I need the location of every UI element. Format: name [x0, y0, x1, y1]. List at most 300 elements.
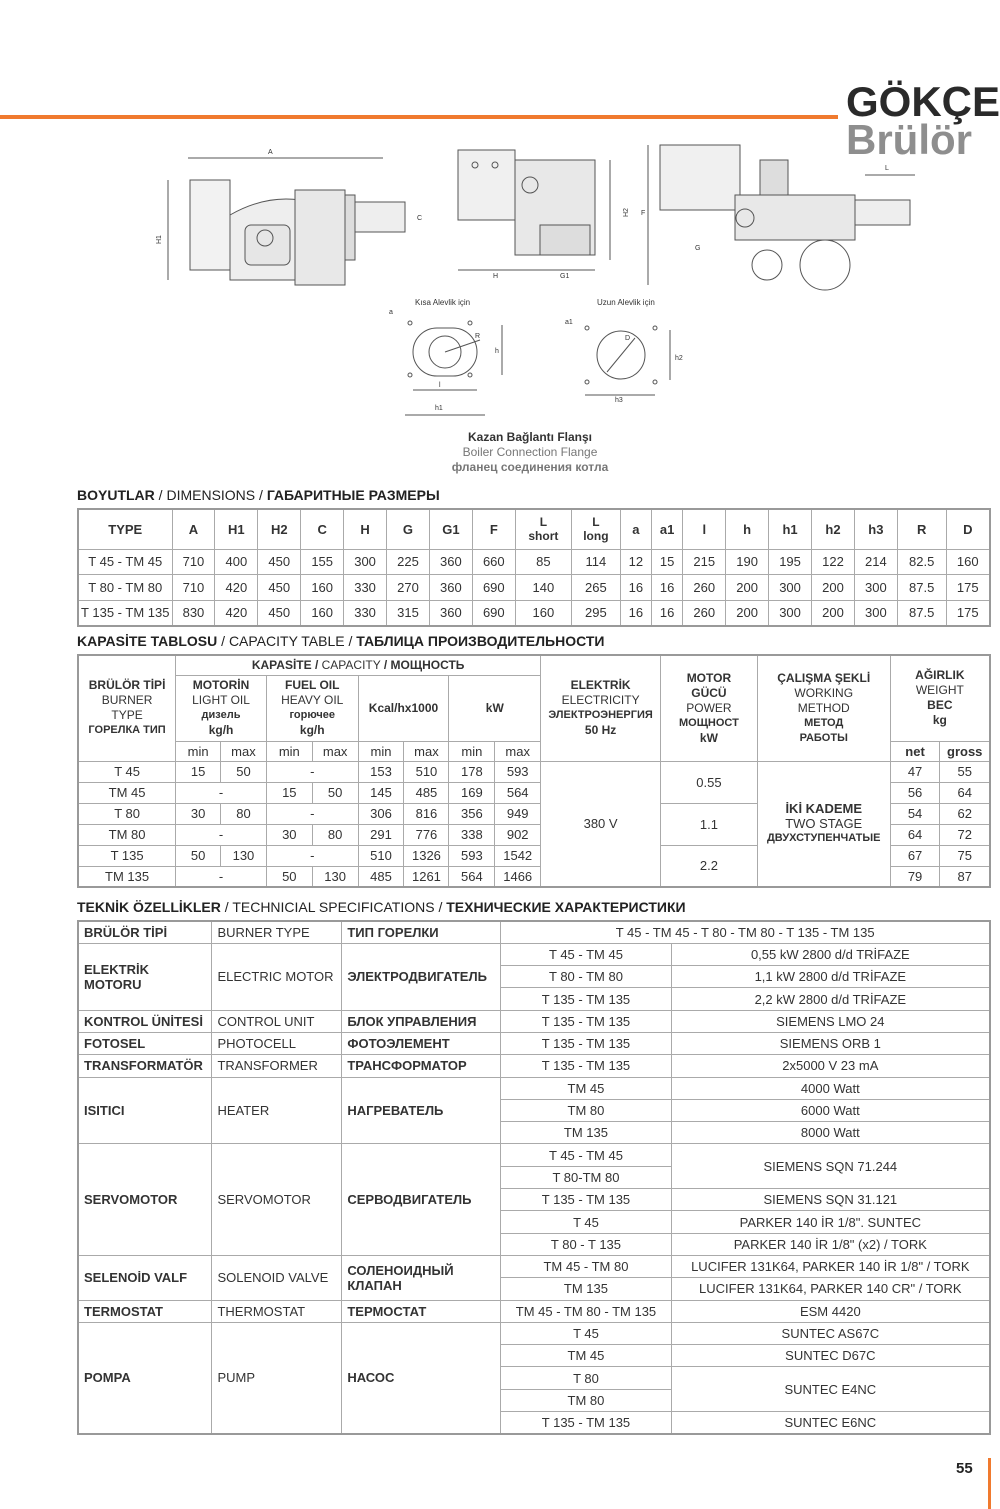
min-header: min	[176, 741, 221, 761]
weight-ru: ВЕС	[927, 698, 953, 713]
spec-row-burner-type	[78, 921, 990, 943]
dim-value-cell: 295	[572, 600, 621, 626]
stage-ru: ДВУХСТУПЕНЧАТЫЕ	[766, 832, 881, 845]
electricity-tr: ELEKTRİK	[570, 678, 631, 693]
dim-value-cell: 420	[215, 600, 258, 626]
capacity-title-en: CAPACITY TABLE	[228, 633, 345, 649]
spec-value: SUNTEC D67C	[671, 1345, 990, 1367]
dimensions-header-row	[78, 509, 990, 549]
dim-value-cell: 265	[572, 575, 621, 601]
dim-header: a1	[652, 509, 683, 549]
dim-value-cell: 420	[215, 575, 258, 601]
dim-header: TYPE	[78, 509, 172, 549]
kcal-max-cell: 1326	[404, 845, 449, 866]
light-oil-tr: MOTORİN	[192, 678, 250, 692]
capacity-table	[77, 654, 991, 888]
spec-value: 4000 Watt	[671, 1077, 990, 1099]
spec-value: SUNTEC E4NC	[671, 1367, 990, 1412]
weight-unit: kg	[932, 713, 947, 728]
title-separator: /	[217, 633, 229, 649]
dim-value-cell: 660	[472, 549, 515, 575]
heavy-oil-max-cell: 50	[312, 782, 358, 803]
kw-min-cell: 338	[449, 824, 495, 845]
light-oil-cell: -	[176, 782, 267, 803]
spec-value: LUCIFER 131K64, PARKER 140 CR" / TORK	[671, 1278, 990, 1300]
kw-max-cell: 902	[495, 824, 541, 845]
brand-logo-line1: GÖKÇE	[846, 78, 1000, 125]
dim-header: h3	[854, 509, 897, 549]
dim-h1-label: H1	[156, 235, 163, 244]
kw-min-cell: 593	[449, 845, 495, 866]
capacity-title-tr: KAPASİTE TABLOSU	[77, 633, 218, 649]
spec-label-tr: KONTROL ÜNİTESİ	[78, 1010, 212, 1032]
min-header: min	[358, 741, 404, 761]
dim-header: C	[301, 509, 344, 549]
electricity-en: ELECTRICITY	[561, 693, 640, 708]
dim-value-cell: 122	[812, 549, 855, 575]
heavy-oil-cell: -	[266, 845, 358, 866]
spec-value: 8000 Watt	[671, 1122, 990, 1144]
spec-model: TM 45	[501, 1345, 671, 1367]
min-header: min	[449, 741, 495, 761]
motor-power-en: POWER	[686, 700, 732, 715]
dim-value-cell: 360	[429, 575, 472, 601]
max-header: max	[221, 741, 267, 761]
dim-type-cell: T 135 - TM 135	[78, 600, 172, 626]
spec-row-motor	[78, 943, 990, 965]
max-header: max	[495, 741, 541, 761]
motor-power-cell: 1.1	[661, 803, 758, 845]
spec-row-transformer	[78, 1055, 990, 1077]
kw-min-cell: 564	[449, 866, 495, 887]
working-method-header	[757, 655, 890, 761]
electricity-header	[541, 655, 661, 761]
light-oil-ru: дизель	[201, 709, 241, 721]
weight-header	[890, 655, 990, 741]
kw-min-cell: 178	[449, 761, 495, 782]
spec-label-tr: ISITICI	[78, 1077, 212, 1144]
dim-value-cell: 175	[946, 600, 990, 626]
spec-label-ru: ФОТОЭЛЕМЕНТ	[342, 1032, 501, 1054]
flange-caption	[380, 430, 680, 475]
heavy-oil-unit: kg/h	[299, 723, 325, 737]
spec-row-thermostat	[78, 1300, 990, 1322]
side-view-drawing	[156, 149, 422, 285]
dim-value-cell: 260	[683, 575, 726, 601]
flange-short-drawing	[389, 298, 502, 415]
title-separator: /	[154, 487, 167, 503]
spec-model: T 80 - TM 80	[501, 966, 671, 988]
flange-short-h-label: h	[495, 348, 499, 355]
spec-model: T 135 - TM 135	[501, 988, 671, 1010]
spec-model: T 135 - TM 135	[501, 1010, 671, 1032]
spec-model: TM 135	[501, 1278, 671, 1300]
working-method-en1: WORKING	[794, 685, 854, 700]
spec-value: T 45 - TM 45 - T 80 - TM 80 - T 135 - TM 135	[501, 921, 990, 943]
heavy-oil-ru: горючее	[289, 709, 335, 721]
dim-value-cell: 200	[812, 600, 855, 626]
dim-c-label: C	[417, 215, 423, 222]
dim-value-cell: 16	[652, 600, 683, 626]
dim-l-label: L	[885, 165, 889, 172]
dim-value-cell: 214	[854, 549, 897, 575]
dim-header: A	[172, 509, 215, 549]
spec-label-en: CONTROL UNIT	[212, 1010, 342, 1032]
dim-value-cell: 360	[429, 549, 472, 575]
spec-label-en: ELECTRIC MOTOR	[212, 943, 342, 1010]
weight-gross-cell: 55	[940, 761, 990, 782]
right-view-drawing	[641, 145, 915, 290]
spec-label-tr: TRANSFORMATÖR	[78, 1055, 212, 1077]
title-separator: /	[344, 633, 357, 649]
spec-row-solenoid	[78, 1255, 990, 1277]
dimensions-row	[78, 575, 990, 601]
kcal-min-cell: 145	[358, 782, 404, 803]
electricity-hz: 50 Hz	[584, 723, 617, 738]
spec-label-ru: БЛОК УПРАВЛЕНИЯ	[342, 1010, 501, 1032]
specs-title-tr: TEKNİK ÖZELLİKLER	[77, 899, 221, 915]
kw-min-cell: 356	[449, 803, 495, 824]
motor-power-tr2: GÜCÜ	[691, 685, 727, 700]
dim-header: l	[683, 509, 726, 549]
working-method-en2: METHOD	[797, 700, 850, 715]
working-method-ru2: РАБОТЫ	[799, 731, 848, 744]
heavy-oil-min-cell: 50	[266, 866, 312, 887]
light-oil-header	[176, 675, 267, 741]
max-header: max	[404, 741, 449, 761]
kcal-max-cell: 510	[404, 761, 449, 782]
dim-f-label: F	[641, 210, 646, 217]
dim-header: D	[946, 509, 990, 549]
weight-gross-cell: 64	[940, 782, 990, 803]
cap-type-cell: TM 80	[78, 824, 176, 845]
spec-model: TM 45 - TM 80 - TM 135	[501, 1300, 671, 1322]
dim-value-cell: 300	[854, 575, 897, 601]
light-oil-en: LIGHT OIL	[192, 693, 250, 707]
weight-net-cell: 67	[890, 845, 940, 866]
dim-value-cell: 200	[812, 575, 855, 601]
flange-short-h1-label: h1	[435, 405, 443, 412]
spec-value: SUNTEC AS67C	[671, 1322, 990, 1344]
cap-type-cell: T 80	[78, 803, 176, 824]
flange-long-drawing	[565, 298, 683, 404]
spec-value: SIEMENS LMO 24	[671, 1010, 990, 1032]
dim-header: H1	[215, 509, 258, 549]
dim-value-cell: 175	[946, 575, 990, 601]
dimensions-title-ru: ГАБАРИТНЫЕ РАЗМЕРЫ	[266, 487, 440, 503]
dim-a-label: A	[268, 149, 273, 156]
spec-model: T 80	[501, 1367, 671, 1389]
spec-row-control	[78, 1010, 990, 1032]
dim-header: a	[620, 509, 651, 549]
spec-label-ru: ТИП ГОРЕЛКИ	[342, 921, 501, 943]
flange-long-h2-label: h2	[675, 355, 683, 362]
motor-power-header	[661, 655, 758, 761]
net-header: net	[890, 741, 940, 761]
dim-value-cell: 315	[387, 600, 430, 626]
dim-value-cell: 300	[769, 600, 812, 626]
dim-value-cell: 82.5	[897, 549, 946, 575]
dim-type-cell: T 80 - TM 80	[78, 575, 172, 601]
dim-value-cell: 160	[301, 575, 344, 601]
specs-title	[77, 899, 686, 915]
spec-label-tr: FOTOSEL	[78, 1032, 212, 1054]
dim-value-cell: 710	[172, 549, 215, 575]
capacity-title	[77, 633, 604, 649]
light-oil-max-cell: 130	[221, 845, 267, 866]
dim-value-cell: 360	[429, 600, 472, 626]
max-header: max	[312, 741, 358, 761]
capacity-header-tr: KAPASİTE /	[251, 657, 319, 672]
brand-logo-line2: Brülör	[846, 116, 972, 163]
kcal-min-cell: 485	[358, 866, 404, 887]
dim-value-cell: 15	[652, 549, 683, 575]
spec-row-photocell	[78, 1032, 990, 1054]
spec-value: SUNTEC E6NC	[671, 1412, 990, 1434]
light-oil-max-cell: 50	[221, 761, 267, 782]
spec-label-ru: ЭЛЕКТРОДВИГАТЕЛЬ	[342, 943, 501, 1010]
flange-short-a-label: a	[389, 309, 393, 316]
spec-label-en: BURNER TYPE	[212, 921, 342, 943]
electricity-ru: ЭЛЕКТРОЭНЕРГИЯ	[548, 709, 653, 722]
dim-value-cell: 225	[387, 549, 430, 575]
spec-label-tr: ELEKTRİK MOTORU	[78, 943, 212, 1010]
spec-label-ru: СОЛЕНОИДНЫЙ КЛАПАН	[342, 1255, 501, 1300]
dim-value-cell: 330	[344, 600, 387, 626]
dim-g1-label: G1	[560, 273, 570, 280]
dim-header: F	[472, 509, 515, 549]
kcal-min-cell: 306	[358, 803, 404, 824]
title-separator: /	[434, 899, 447, 915]
kcal-header: Kcal/hx1000	[358, 675, 449, 741]
heavy-oil-max-cell: 130	[312, 866, 358, 887]
light-oil-min-cell: 30	[176, 803, 221, 824]
spec-row-heater	[78, 1077, 990, 1099]
weight-net-cell: 79	[890, 866, 940, 887]
weight-gross-cell: 75	[940, 845, 990, 866]
spec-value: SIEMENS SQN 31.121	[671, 1189, 990, 1211]
dim-header: H	[344, 509, 387, 549]
working-method-cell	[757, 761, 890, 887]
dim-value-cell: 330	[344, 575, 387, 601]
flange-long-d-label: D	[625, 335, 631, 342]
heavy-oil-en: HEAVY OIL	[281, 693, 344, 707]
kw-max-cell: 1466	[495, 866, 541, 887]
weight-net-cell: 64	[890, 824, 940, 845]
spec-model: T 135 - TM 135	[501, 1055, 671, 1077]
flange-short-r-label: R	[475, 333, 481, 340]
capacity-header-ru: / МОЩНОСТЬ	[383, 657, 465, 672]
technical-drawings	[155, 140, 925, 440]
flange-long-h3-label: h3	[615, 397, 623, 404]
dim-value-cell: 300	[854, 600, 897, 626]
spec-label-ru: ТРАНСФОРМАТОР	[342, 1055, 501, 1077]
weight-gross-cell: 62	[940, 803, 990, 824]
spec-model: T 45 - TM 45	[501, 943, 671, 965]
specs-title-en: TECHNICIAL SPECIFICATIONS	[232, 899, 435, 915]
heavy-oil-cell: -	[266, 761, 358, 782]
spec-label-tr: BRÜLÖR TİPİ	[78, 921, 212, 943]
gross-header: gross	[940, 741, 990, 761]
dim-header: h	[726, 509, 769, 549]
spec-label-en: SERVOMOTOR	[212, 1144, 342, 1255]
spec-model: T 135 - TM 135	[501, 1032, 671, 1054]
weight-net-cell: 56	[890, 782, 940, 803]
heavy-oil-min-cell: 30	[266, 824, 312, 845]
spec-model: T 45 - TM 45	[501, 1144, 671, 1166]
kw-max-cell: 593	[495, 761, 541, 782]
dim-value-cell: 200	[726, 600, 769, 626]
spec-value: ESM 4420	[671, 1300, 990, 1322]
capacity-header-en: CAPACITY	[318, 657, 384, 672]
dim-value-cell: 830	[172, 600, 215, 626]
burner-type-ru: ГОРЕЛКА ТИП	[88, 724, 166, 737]
dim-value-cell: 215	[683, 549, 726, 575]
dimensions-row	[78, 600, 990, 626]
long-flame-label: Uzun Alevlik için	[597, 298, 655, 307]
dim-value-cell: 690	[472, 600, 515, 626]
motor-power-tr1: MOTOR	[686, 670, 732, 685]
spec-value: 1,1 kW 2800 d/d TRİFAZE	[671, 966, 990, 988]
dimensions-body	[78, 549, 990, 626]
spec-model: TM 45	[501, 1077, 671, 1099]
motor-power-unit: kW	[699, 730, 718, 745]
dim-value-cell: 12	[620, 549, 651, 575]
kw-min-cell: 169	[449, 782, 495, 803]
min-header: min	[266, 741, 312, 761]
spec-label-tr: TERMOSTAT	[78, 1300, 212, 1322]
spec-model: T 80 - T 135	[501, 1233, 671, 1255]
kw-header: kW	[449, 675, 541, 741]
dim-value-cell: 300	[344, 549, 387, 575]
dim-value-cell: 260	[683, 600, 726, 626]
dim-value-cell: 140	[515, 575, 571, 601]
spec-value: PARKER 140 İR 1/8". SUNTEC	[671, 1211, 990, 1233]
capacity-body	[78, 761, 990, 887]
spec-label-en: HEATER	[212, 1077, 342, 1144]
heavy-oil-header	[266, 675, 358, 741]
spec-label-ru: НАСОС	[342, 1322, 501, 1433]
spec-model: TM 45 - TM 80	[501, 1255, 671, 1277]
spec-label-en: THERMOSTAT	[212, 1300, 342, 1322]
spec-model: T 45	[501, 1322, 671, 1344]
dimensions-title	[77, 487, 440, 503]
heavy-oil-cell: -	[266, 803, 358, 824]
flange-long-a1-label: a1	[565, 319, 573, 326]
spec-label-tr: SELENOİD VALF	[78, 1255, 212, 1300]
burner-type-tr: BRÜLÖR TİPİ	[88, 678, 166, 693]
cap-type-cell: T 135	[78, 845, 176, 866]
kcal-min-cell: 153	[358, 761, 404, 782]
dim-value-cell: 160	[515, 600, 571, 626]
weight-net-cell: 54	[890, 803, 940, 824]
capacity-header-row-1	[78, 655, 990, 675]
burner-type-en2: TYPE	[111, 708, 143, 723]
light-oil-min-cell: 50	[176, 845, 221, 866]
motor-power-cell: 2.2	[661, 845, 758, 887]
kcal-max-cell: 485	[404, 782, 449, 803]
kcal-max-cell: 1261	[404, 866, 449, 887]
dim-value-cell: 16	[652, 575, 683, 601]
kcal-max-cell: 776	[404, 824, 449, 845]
flange-caption-ru: фланец соединения котла	[451, 460, 609, 474]
spec-model: TM 80	[501, 1099, 671, 1121]
dim-header: L short	[515, 509, 571, 549]
dim-value-cell: 155	[301, 549, 344, 575]
spec-label-en: TRANSFORMER	[212, 1055, 342, 1077]
heavy-oil-min-cell: 15	[266, 782, 312, 803]
spec-value: SIEMENS SQN 71.244	[671, 1144, 990, 1189]
dim-header: R	[897, 509, 946, 549]
weight-gross-cell: 72	[940, 824, 990, 845]
dim-value-cell: 16	[620, 575, 651, 601]
dim-header: h1	[769, 509, 812, 549]
spec-label-ru: ТЕРМОСТАТ	[342, 1300, 501, 1322]
dim-value-cell: 190	[726, 549, 769, 575]
dim-value-cell: 85	[515, 549, 571, 575]
dim-value-cell: 160	[301, 600, 344, 626]
stage-tr: İKİ KADEME	[785, 801, 862, 817]
dimensions-row	[78, 549, 990, 575]
spec-model: T 135 - TM 135	[501, 1189, 671, 1211]
spec-model: T 135 - TM 135	[501, 1412, 671, 1434]
kw-max-cell: 1542	[495, 845, 541, 866]
dim-value-cell: 710	[172, 575, 215, 601]
light-oil-min-cell: 15	[176, 761, 221, 782]
burner-type-header	[78, 655, 176, 761]
spec-value: 2,2 kW 2800 d/d TRİFAZE	[671, 988, 990, 1010]
weight-net-cell: 47	[890, 761, 940, 782]
dim-header: G1	[429, 509, 472, 549]
dim-value-cell: 200	[726, 575, 769, 601]
stage-en: TWO STAGE	[785, 816, 863, 832]
light-oil-cell: -	[176, 866, 267, 887]
dim-header: h2	[812, 509, 855, 549]
working-method-tr: ÇALIŞMA ŞEKLİ	[777, 670, 871, 685]
spec-value: SIEMENS ORB 1	[671, 1032, 990, 1054]
motor-power-ru: МОЩНОСТ	[679, 716, 739, 729]
dim-value-cell: 87.5	[897, 600, 946, 626]
spec-model: TM 80	[501, 1389, 671, 1411]
spec-value: PARKER 140 İR 1/8" (x2) / TORK	[671, 1233, 990, 1255]
spec-model: TM 135	[501, 1122, 671, 1144]
heavy-oil-tr: FUEL OIL	[285, 678, 340, 692]
kw-max-cell: 564	[495, 782, 541, 803]
spec-label-en: PHOTOCELL	[212, 1032, 342, 1054]
dim-value-cell: 270	[387, 575, 430, 601]
dim-value-cell: 87.5	[897, 575, 946, 601]
spec-label-en: PUMP	[212, 1322, 342, 1433]
kw-max-cell: 949	[495, 803, 541, 824]
spec-label-ru: НАГРЕВАТЕЛЬ	[342, 1077, 501, 1144]
dim-h-label: H	[493, 273, 499, 280]
capacity-row	[78, 761, 990, 782]
light-oil-unit: kg/h	[208, 723, 234, 737]
dim-value-cell: 450	[258, 549, 301, 575]
working-method-ru1: МЕТОД	[804, 716, 844, 729]
dim-value-cell: 195	[769, 549, 812, 575]
kcal-min-cell: 291	[358, 824, 404, 845]
dim-header: G	[387, 509, 430, 549]
flange-short-l-label: l	[439, 382, 441, 389]
dim-header: L long	[572, 509, 621, 549]
cap-type-cell: T 45	[78, 761, 176, 782]
motor-power-cell: 0.55	[661, 761, 758, 803]
flange-caption-tr: Kazan Bağlantı Flanşı	[467, 430, 593, 444]
front-view-drawing	[458, 150, 630, 280]
dim-value-cell: 450	[258, 575, 301, 601]
dim-type-cell: T 45 - TM 45	[78, 549, 172, 575]
